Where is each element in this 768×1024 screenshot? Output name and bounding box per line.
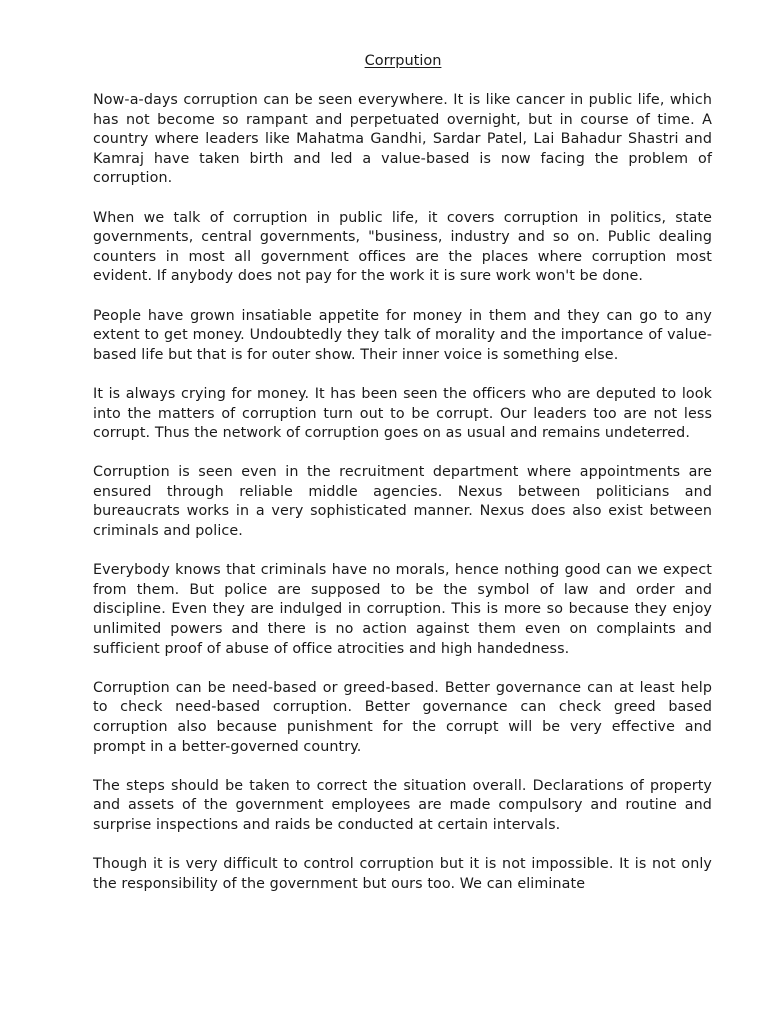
paragraph-5: Corruption is seen even in the recruitment department where appointments are ensured through reliable middle agencies. Nexus between politicians and bureaucrats works in a very sophisticated manner. Nexus does also exist between criminals and police. <box>93 464 712 540</box>
paragraph-8: The steps should be taken to correct the situation overall. Declarations of property and assets of the government employees are made compulsory and routine and surprise inspections and raids be conducted at certain intervals. <box>93 777 712 833</box>
paragraph-7: Corruption can be need-based or greed-based. Better governance can at least help to check need-based corruption. Better governance can check greed based corruption also because punishment for the corrupt will be very effective and prompt in a better-governed country. <box>93 679 712 755</box>
document-title: Corrpution <box>364 53 442 69</box>
paragraph-9: Though it is very difficult to control corruption but it is not impossible. It is not only the responsibility of the government but ours too. We can eliminate <box>93 856 712 892</box>
document-body <box>93 91 712 914</box>
paragraph-3: People have grown insatiable appetite for money in them and they can go to any extent to get money. Undoubtedly they talk of morality and the importance of value-based life but that is for outer show. Their inner voice is something else. <box>93 307 712 363</box>
paragraph-2: When we talk of corruption in public life, it covers corruption in politics, state governments, central governments, "business, industry and so on. Public dealing counters in most all government offices are the places where corruption most evident. If anybody does not pay for the work it is sure work won't be done. <box>93 209 712 285</box>
paragraph-6: Everybody knows that criminals have no morals, hence nothing good can we expect from them. But police are supposed to be the symbol of law and order and discipline. Even they are indulged in corruption. This is more so because they enjoy unlimited powers and there is no action against them even on complaints and sufficient proof of abuse of office atrocities and high handedness. <box>93 562 712 657</box>
paragraph-4: It is always crying for money. It has been seen the officers who are deputed to look into the matters of corruption turn out to be corrupt. Our leaders too are not less corrupt. Thus the network of corruption goes on as usual and remains undeterred. <box>93 385 712 442</box>
paragraph-1: Now-a-days corruption can be seen everywhere. It is like cancer in public life, which has not become so rampant and perpetuated overnight, but in course of time. A country where leaders like Mahatma Gandhi, Sardar Patel, Lai Bahadur Shastri and Kamraj have taken birth and led a value-based is now facing the problem of corruption. <box>93 92 712 187</box>
